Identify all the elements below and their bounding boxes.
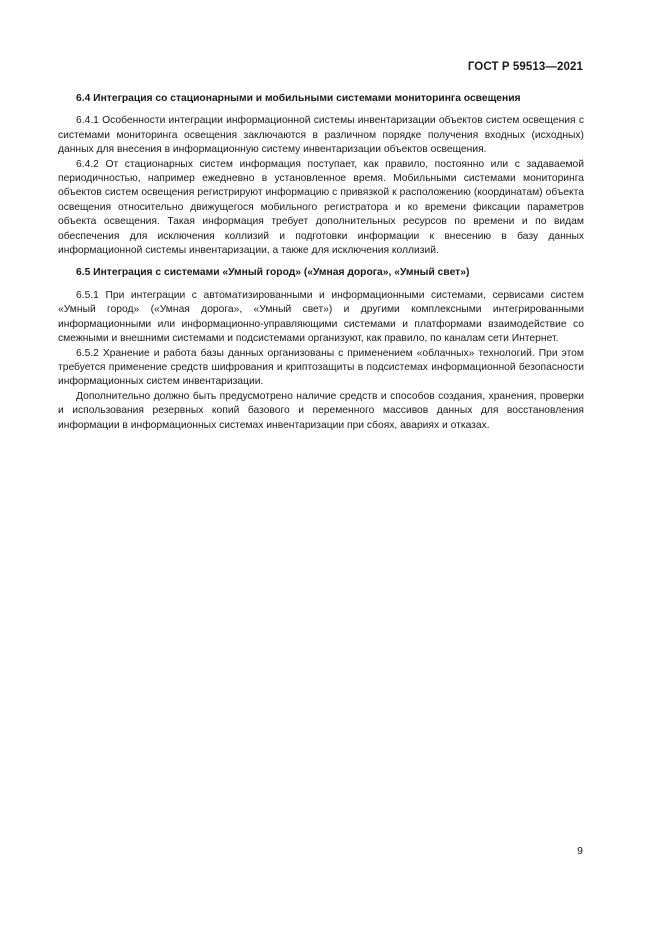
paragraph-6-4-2: 6.4.2 От стационарных систем информация поступает, как правило, постоянно или с задаваемой периодичностью, например ежедневно в установленное время. Мобильными системами мониторинга объектов систем освещения регистрируют информацию с привязкой к расположению (координатам) объекта освещения относительно движущегося мобильного регистратора и ко времени фиксации параметров объекта освещения. Такая информация требует дополнительных ресурсов по времени и по видам обеспечения для исключения коллизий и подготовки информации к внесению в базу данных информационной системы инвентаризации, а также для исключения коллизий.	[58, 158, 584, 257]
paragraph-additional: Дополнительно должно быть предусмотрено наличие средств и способов создания, хранения, проверки и использования резервных копий базового и переменного массивов данных для восстановления информации в информационных системах инвентаризации при сбоях, авариях и отказах.	[58, 390, 584, 431]
page-number: 9	[577, 845, 583, 857]
document-standard-id: ГОСТ Р 59513—2021	[467, 61, 583, 73]
paragraph-6-4-1: 6.4.1 Особенности интеграции информационной системы инвентаризации объектов систем освещения с системами мониторинга освещения заключаются в различном порядке получения входных (исходных) данных для внесения в информационную систему инвентаризации объектов освещения.	[58, 115, 584, 156]
paragraph-6-5-2: 6.5.2 Хранение и работа базы данных организованы с применением «облачных» технологий. При этом требуется применение средств шифрования и криптозащиты в подсистемах информационной безопасности информационных систем инвентаризации.	[58, 347, 584, 388]
document-body	[58, 92, 584, 433]
section-title: 6.4 Интеграция со стационарными и мобильными системами мониторинга освещения	[76, 93, 521, 104]
section-title: 6.5 Интеграция с системами «Умный город» («Умная дорога», «Умный свет»)	[76, 267, 470, 279]
paragraph-6-5-1: 6.5.1 При интеграции с автоматизированными и информационными системами, сервисами систем «Умный город» («Умная дорога», «Умный свет») и другими комплексными интегрированными информационными или информационно-управляющими системами и платформами взаимодействие со смежными и внешними системами и подсистемами организуют, как правило, по каналам сети Интернет.	[58, 289, 584, 345]
section-6-5	[58, 266, 584, 432]
section-6-4	[58, 92, 584, 258]
